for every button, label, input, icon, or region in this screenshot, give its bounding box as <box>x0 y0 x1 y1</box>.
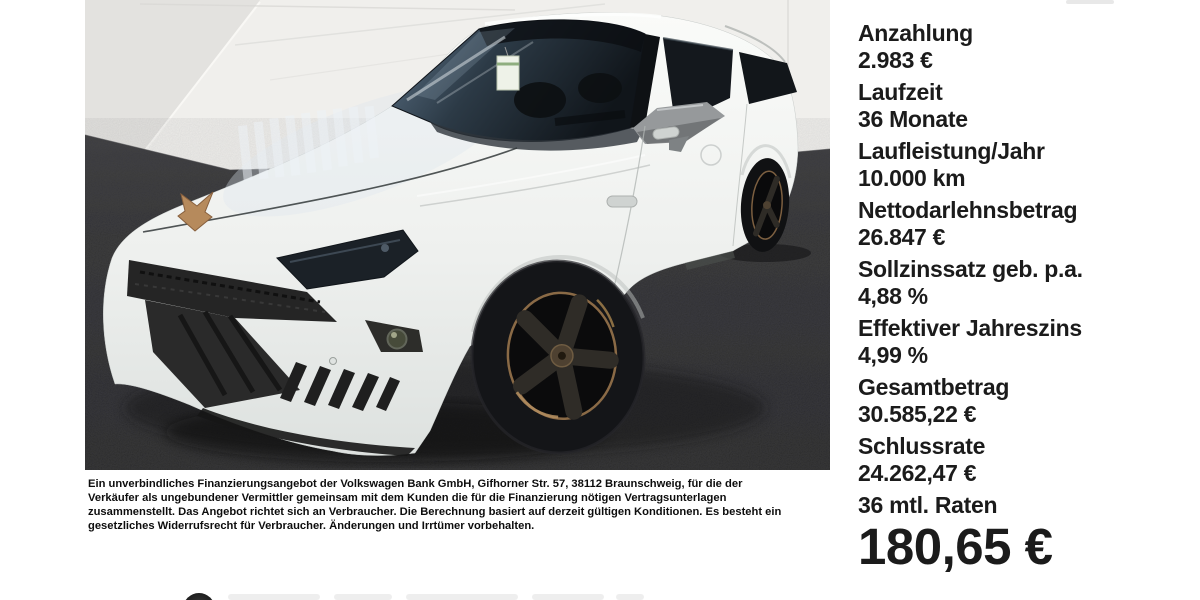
finance-item-value: 2.983 € <box>858 47 933 73</box>
finance-item <box>858 197 1193 251</box>
finance-item-value: 10.000 km <box>858 165 966 191</box>
finance-item-value: 26.847 € <box>858 224 946 250</box>
finance-panel <box>858 20 1193 575</box>
finance-item-value: 4,99 % <box>858 342 928 368</box>
seat-silhouette <box>514 82 566 118</box>
monthly-rate-value: 180,65 € <box>858 518 1053 575</box>
finance-item <box>858 433 1193 487</box>
disclaimer-text <box>88 477 781 533</box>
finance-item-label: Gesamtbetrag <box>858 374 1010 400</box>
disclaimer-line: Ein unverbindliches Finanzierungsangebot der Volkswagen Bank GmbH, Gifhorner Str. 57, 38112 Braunschweig, für die der <box>88 478 743 490</box>
cutoff-logo-text-fragment <box>228 594 320 600</box>
finance-item-value: 24.262,47 € <box>858 460 977 486</box>
finance-item <box>858 79 1193 133</box>
finance-item <box>858 374 1193 428</box>
cutoff-logo-text-fragment <box>334 594 392 600</box>
finance-item-label: Anzahlung <box>858 20 973 46</box>
cutoff-logo-text-fragment <box>406 594 518 600</box>
cutoff-logo-fragment <box>0 592 1200 600</box>
finance-item-value: 30.585,22 € <box>858 401 977 427</box>
parking-sensor <box>330 358 337 365</box>
front-door-handle <box>607 196 637 207</box>
finance-item-label: Nettodarlehnsbetrag <box>858 197 1078 223</box>
car-photo-illustration <box>85 0 830 470</box>
finance-item <box>858 20 1193 74</box>
seat-silhouette <box>578 73 622 103</box>
finance-item-label: Laufzeit <box>858 79 943 105</box>
monthly-rate-label: 36 mtl. Raten <box>858 492 998 518</box>
cutoff-top-fragment <box>1066 0 1114 4</box>
finance-item-label: Laufleistung/Jahr <box>858 138 1045 164</box>
finance-item-label: Effektiver Jahreszins <box>858 315 1082 341</box>
finance-item <box>858 256 1193 310</box>
disclaimer-line: Verkäufer als ungebundener Vermittler gemeinsam mit dem Kunden die für die Finanzierung nötigen Vertragsunterlagen <box>88 492 727 504</box>
cutoff-logo-text-fragment <box>532 594 604 600</box>
finance-item <box>858 138 1193 192</box>
disclaimer-line: zusammenstellt. Das Angebot richtet sich an Verbraucher. Die Berechnung basiert auf derzeit gültigen Konditionen. Es besteht ein <box>88 506 782 518</box>
finance-item-value: 36 Monate <box>858 106 968 132</box>
cutoff-logo-circle <box>183 593 215 600</box>
finance-item <box>858 315 1193 369</box>
finance-item-label: Sollzinssatz geb. p.a. <box>858 256 1083 282</box>
disclaimer-line: gesetzliches Widerrufsrecht für Verbraucher. Änderungen und Irrtümer vorbehalten. <box>88 520 535 532</box>
finance-item-label: Schlussrate <box>858 433 986 459</box>
car-photo <box>85 0 830 470</box>
cutoff-logo-text-fragment <box>616 594 644 600</box>
finance-item-value: 4,88 % <box>858 283 928 309</box>
